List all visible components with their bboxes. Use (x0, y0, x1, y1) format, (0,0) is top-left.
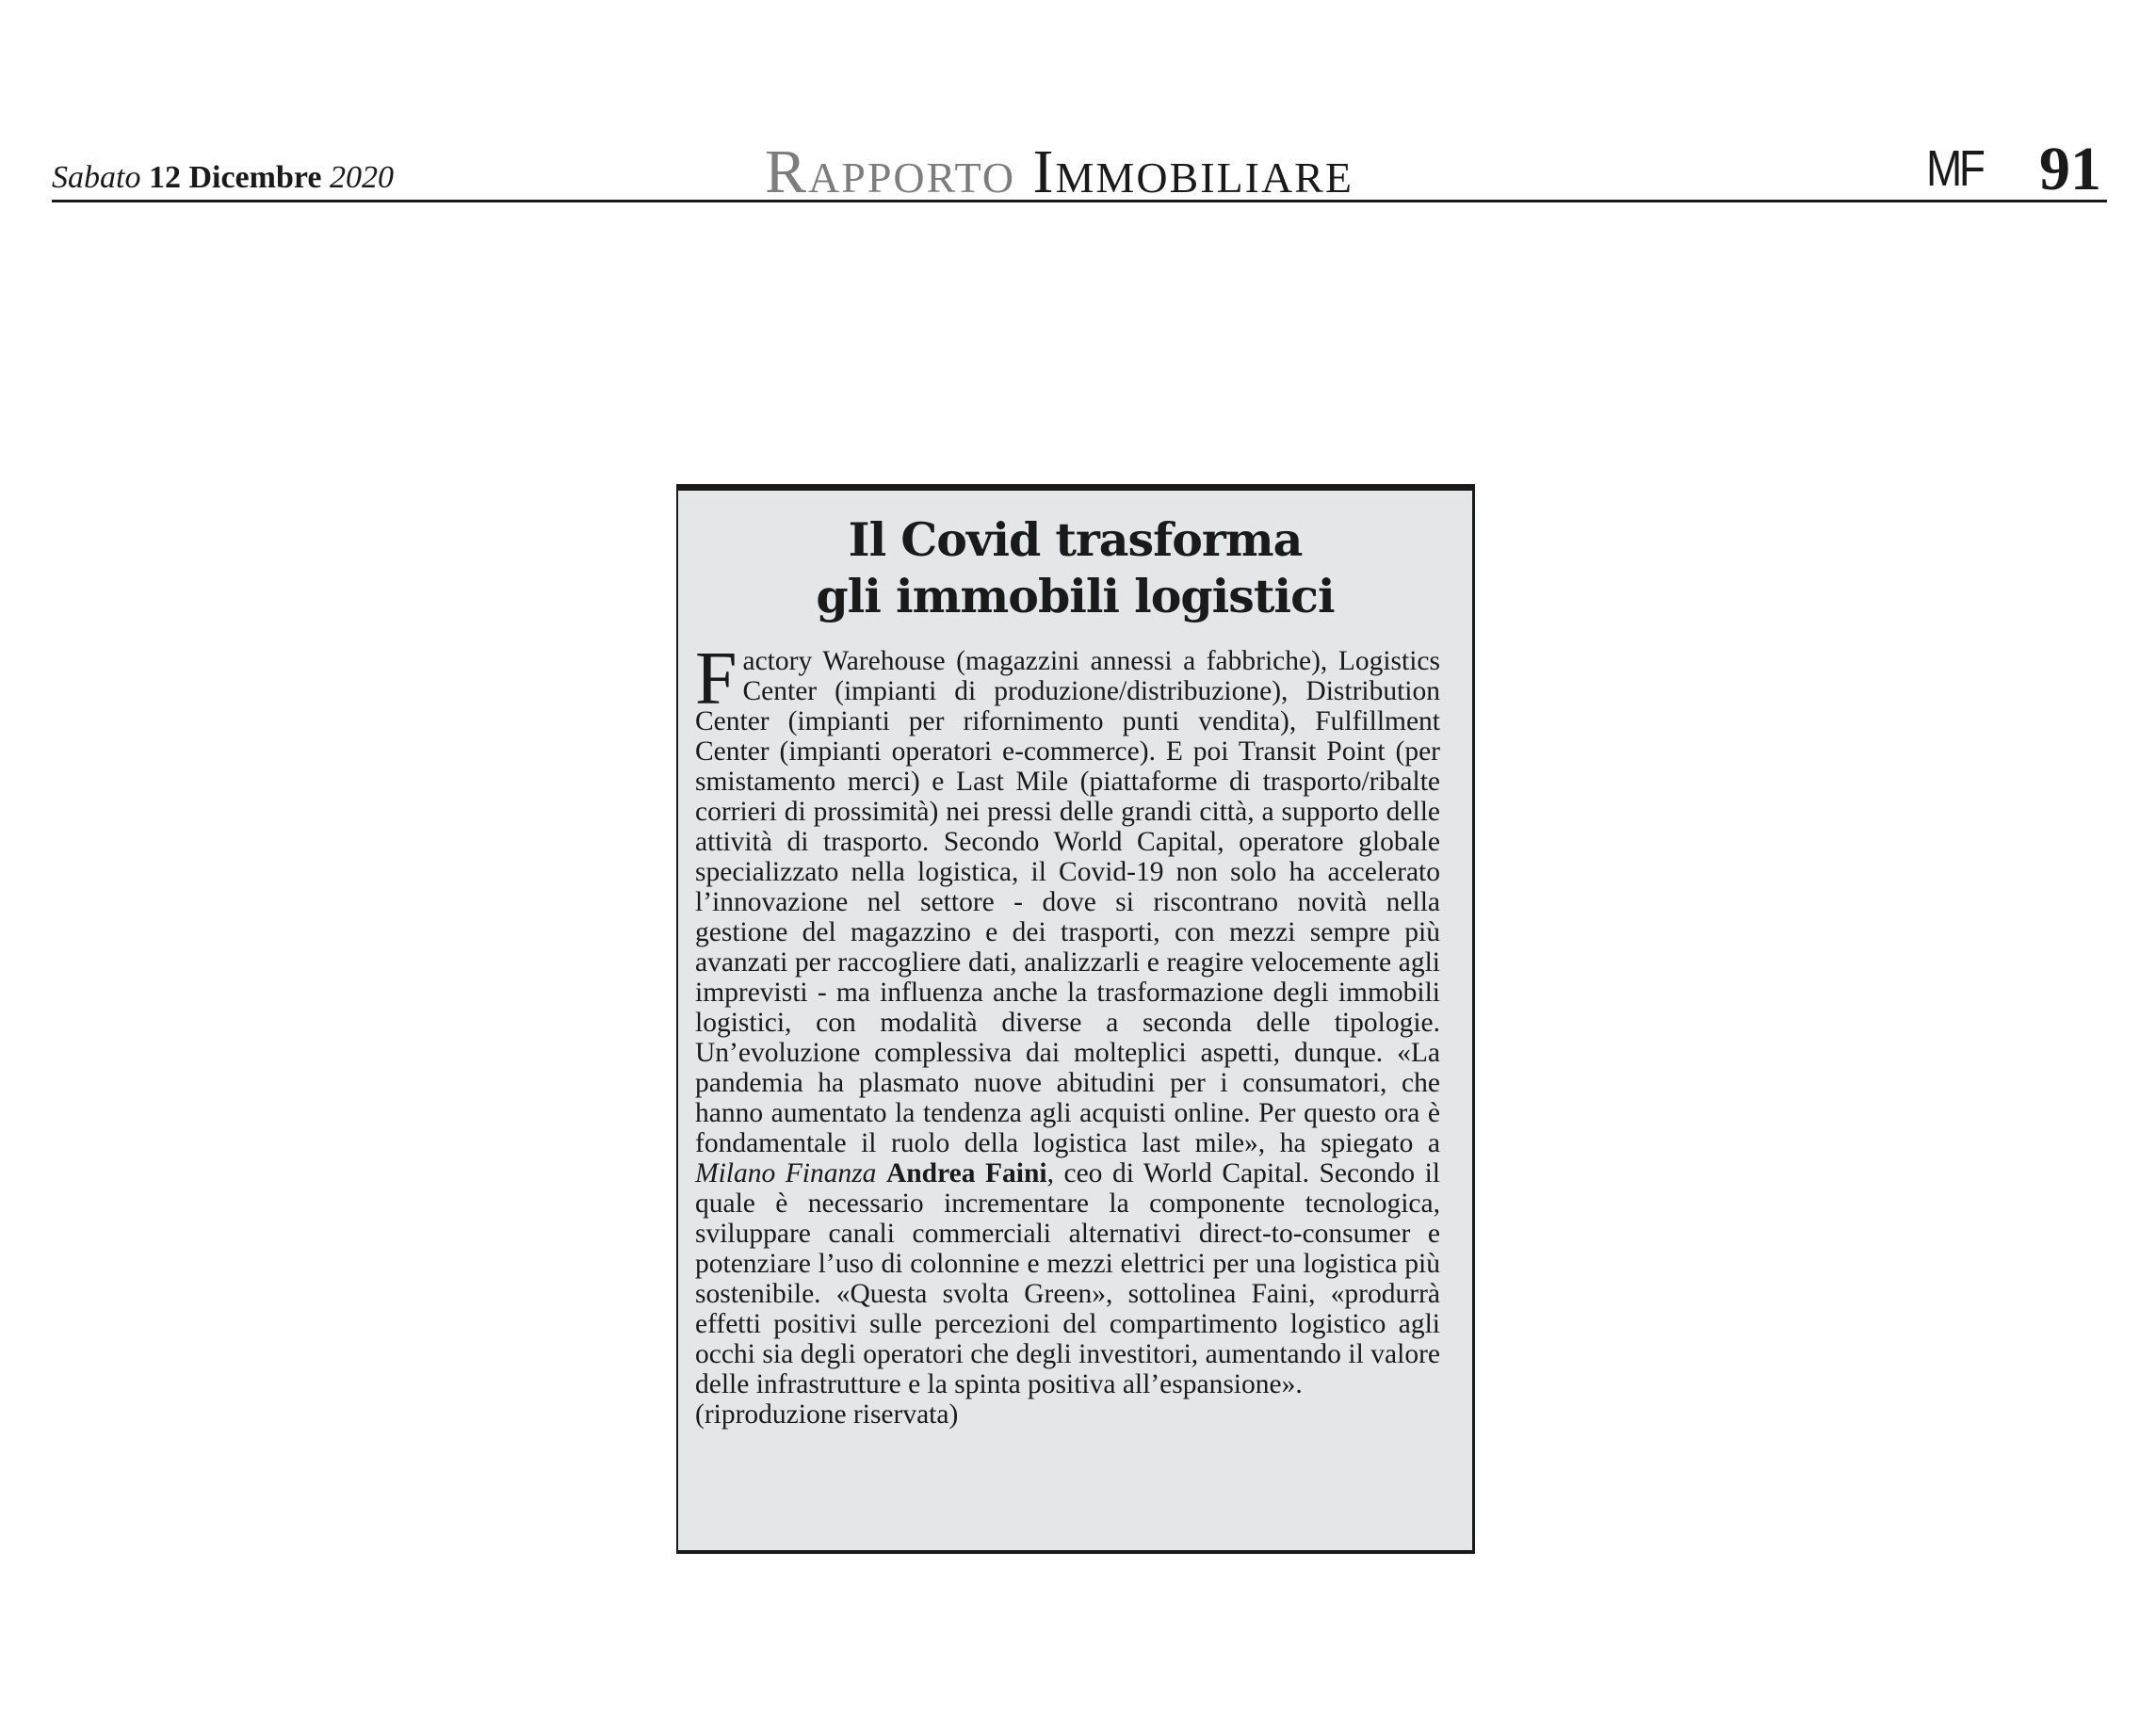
issue-day-month: 12 Dicembre (148, 160, 322, 195)
publication-logo: MF (1926, 140, 1983, 197)
article-box (676, 484, 1475, 1554)
page-number: 91 (2039, 135, 2101, 203)
issue-date (52, 160, 394, 196)
section-title-word2: Immobiliare (1032, 137, 1354, 206)
article-body (695, 638, 1441, 1430)
publication-name: Milano Finanza (695, 1158, 877, 1188)
issue-day: Sabato (52, 160, 141, 195)
drop-cap: F (695, 638, 738, 720)
article-title (695, 511, 1440, 624)
article-body-start: actory Warehouse (magazzini annessi a fabbriche), Logistics Center (impianti di produzione/distribuzione), Distribution Center (impianti per rifornimento punti vendita), Fulfillment Center (impianti operatori e-commerce). E poi Transit Point (per smistamento merci) e Last Mile (piattaforme di trasporto/ribalte corrieri di prossimità) nei pressi delle grandi città, a supporto delle attività di trasporto. Secondo World Capital, operatore globale specializzato nella logistica, il Covid-19 non solo ha accelerato l’innovazione nel settore - dove si riscontrano novità nella gestione del magazzino e dei trasporti, con mezzi sempre più avanzati per raccogliere dati, analizzarli e reagire velocemente agli imprevisti - ma influenza anche la trasformazione degli immobili logistici, con modalità diverse a seconda delle tipologie. Un’evoluzione complessiva dai molteplici aspetti, dunque. «La pandemia ha plasmato nuove abitudini per i consumatori, che hanno aumentato la tendenza agli acquisti online. Per questo ora è fondamentale il ruolo della logistica last mile», ha spiegato a (695, 646, 1440, 1158)
article-title-line2: gli immobili logistici (816, 569, 1335, 623)
article-body-end: , ceo di World Capital. Secondo il quale è necessario incrementare la componente tecnologica, sviluppare canali commerciali alternativi direct-to-consumer e potenziare l’uso di colonnine e mezzi elettrici per una logistica più sostenibile. «Questa svolta Green», sottolinea Faini, «produrrà effetti positivi sulle percezioni del compartimento logistico agli occhi sia degli operatori che degli investitori, aumentando il valore delle infrastrutture e la spinta positiva all’espansione». (695, 1158, 1441, 1399)
page-header (52, 132, 2107, 206)
section-title-word1: Rapporto (765, 137, 1016, 206)
issue-year: 2020 (329, 160, 394, 195)
section-title (765, 137, 1354, 206)
interviewee-name: Andrea Faini (885, 1158, 1047, 1188)
copyright-note: (riproduzione riservata) (695, 1399, 959, 1430)
article-title-line1: Il Covid trasforma (848, 512, 1303, 567)
